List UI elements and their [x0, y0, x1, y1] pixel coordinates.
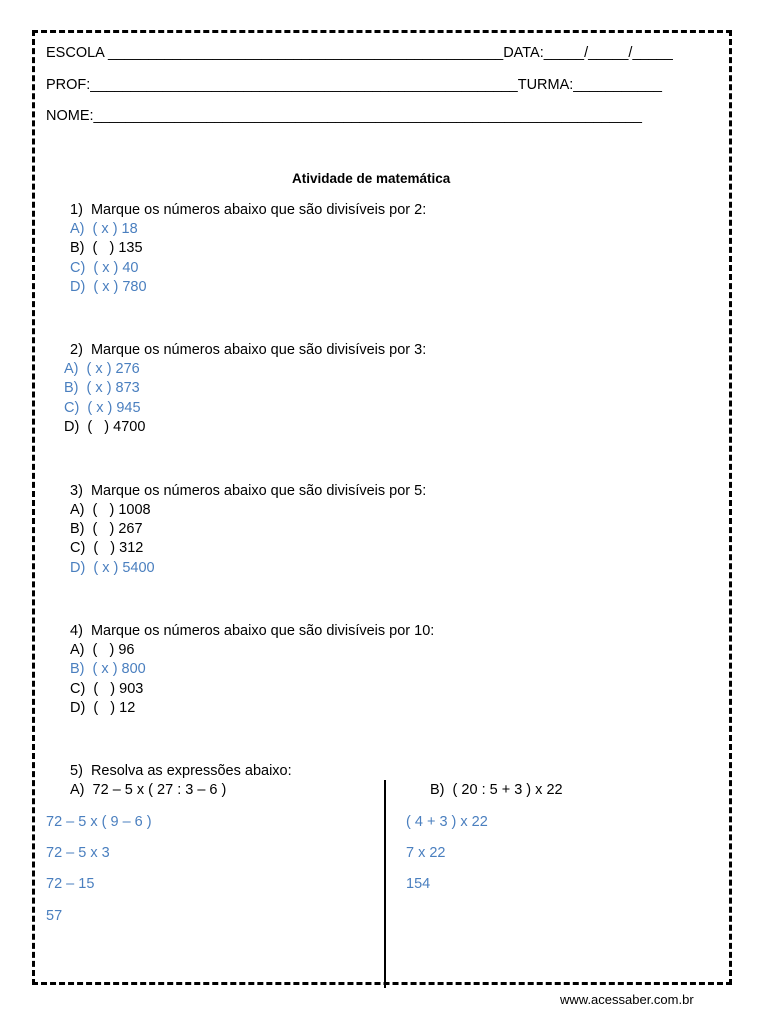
q1-option-c: C) ( x ) 40 [70, 260, 139, 276]
q2-option-d: D) ( ) 4700 [64, 419, 146, 435]
question-5: 5) Resolva as expressões abaixo: [70, 763, 292, 779]
q3-option-d: D) ( x ) 5400 [70, 560, 155, 576]
q1-option-a: A) ( x ) 18 [70, 221, 138, 237]
question-1: 1) Marque os números abaixo que são divisíveis por 2: [70, 202, 427, 218]
q2-option-a: A) ( x ) 276 [64, 361, 140, 377]
q4-option-a: A) ( ) 96 [70, 642, 135, 658]
question-4: 4) Marque os números abaixo que são divisíveis por 10: [70, 623, 435, 639]
q4-option-d: D) ( ) 12 [70, 700, 136, 716]
q1-option-d: D) ( x ) 780 [70, 279, 147, 295]
column-divider [384, 780, 386, 988]
q5-expression-b: B) ( 20 : 5 + 3 ) x 22 [430, 782, 563, 798]
worksheet-title: Atividade de matemática [292, 171, 451, 186]
a-result: 57 [46, 908, 63, 924]
q1-option-b: B) ( ) 135 [70, 240, 143, 256]
a-step-3: 72 – 15 [46, 876, 95, 892]
b-step-1: ( 4 + 3 ) x 22 [406, 814, 488, 830]
name-field: NOME:____________________________________________________________________ [46, 108, 642, 124]
q4-option-b: B) ( x ) 800 [70, 661, 146, 677]
a-step-2: 72 – 5 x 3 [46, 845, 110, 861]
teacher-field: PROF:_____________________________________________________TURMA:___________ [46, 77, 662, 93]
q2-option-b: B) ( x ) 873 [64, 380, 140, 396]
q5-expression-a: A) 72 – 5 x ( 27 : 3 – 6 ) [70, 782, 227, 798]
a-step-1: 72 – 5 x ( 9 – 6 ) [46, 814, 152, 830]
q3-option-a: A) ( ) 1008 [70, 502, 151, 518]
b-step-2: 7 x 22 [406, 845, 446, 861]
q4-option-c: C) ( ) 903 [70, 681, 144, 697]
footer-url[interactable]: www.acessaber.com.br [560, 992, 694, 1007]
q2-option-c: C) ( x ) 945 [64, 400, 141, 416]
question-3: 3) Marque os números abaixo que são divisíveis por 5: [70, 483, 427, 499]
school-field: ESCOLA _________________________________________________DATA:_____/_____/_____ [46, 45, 673, 61]
q3-option-c: C) ( ) 312 [70, 540, 144, 556]
question-2: 2) Marque os números abaixo que são divisíveis por 3: [70, 342, 427, 358]
b-result: 154 [406, 876, 431, 892]
q3-option-b: B) ( ) 267 [70, 521, 143, 537]
